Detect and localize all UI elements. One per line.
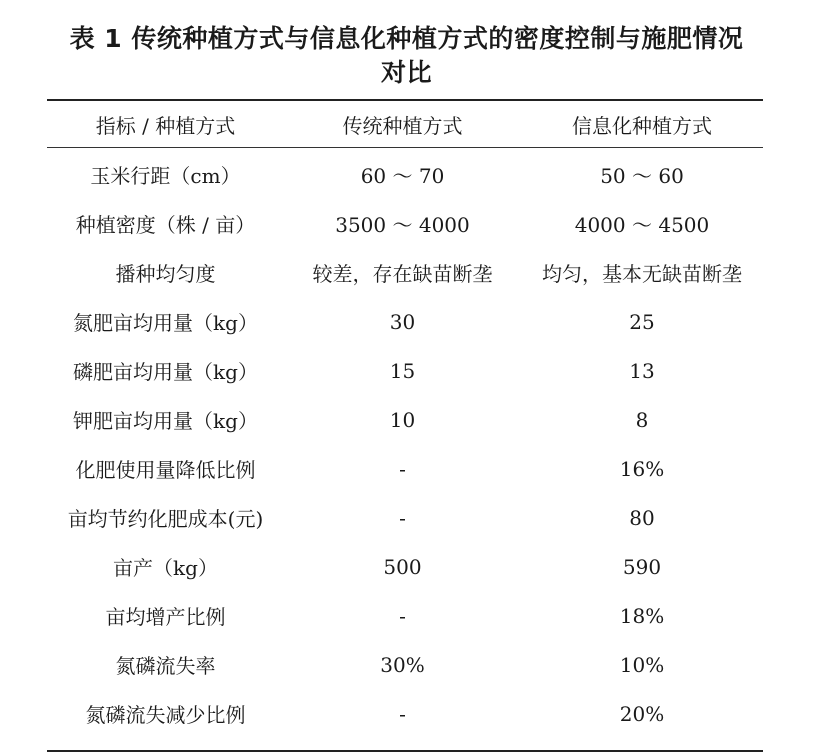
traditional-value: 30 (389, 309, 416, 334)
table-row (47, 346, 763, 395)
comparison-table-container (47, 99, 763, 752)
table-row (47, 297, 763, 346)
table-caption-line-2: 对比 (380, 58, 432, 87)
row-label: 磷肥亩均用量（kg） (73, 360, 258, 384)
informatized-value: 18% (619, 603, 665, 628)
table-caption (0, 22, 813, 90)
header-cell-indicator: 指标 / 种植方式 (95, 113, 236, 138)
row-label: 氮肥亩均用量（kg） (73, 311, 258, 335)
row-label: 播种均匀度 (115, 262, 216, 286)
informatized-value: 均匀，基本无缺苗断垄 (542, 262, 742, 286)
informatized-value: 8 (635, 407, 649, 432)
traditional-value: 500 (383, 554, 422, 579)
traditional-value: - (399, 701, 406, 726)
traditional-value: 较差，存在缺苗断垄 (312, 262, 493, 286)
traditional-value: - (399, 505, 406, 530)
traditional-value: - (399, 456, 406, 481)
row-label: 氮磷流失率 (115, 654, 216, 678)
table-header (47, 101, 763, 147)
table-row (47, 591, 763, 640)
table-caption-line-1: 表 1 传统种植方式与信息化种植方式的密度控制与施肥情况 (69, 24, 744, 53)
traditional-value: 10 (389, 407, 416, 432)
traditional-value: 60 ～ 70 (360, 164, 445, 188)
table-row (47, 444, 763, 493)
informatized-value: 590 (622, 554, 662, 579)
row-label: 种植密度（株 / 亩） (75, 213, 256, 237)
table-row (47, 148, 763, 199)
informatized-value: 10% (619, 652, 665, 677)
informatized-value: 80 (629, 505, 655, 530)
traditional-value: - (399, 603, 406, 628)
row-label: 钾肥亩均用量（kg） (73, 409, 258, 433)
row-label: 玉米行距（cm） (90, 164, 241, 188)
header-cell-traditional: 传统种植方式 (342, 113, 463, 138)
table-row (47, 689, 763, 738)
informatized-value: 4000 ～ 4500 (574, 213, 710, 237)
table-row (47, 248, 763, 297)
table-row (47, 542, 763, 591)
traditional-value: 30% (380, 652, 425, 677)
traditional-value: 3500 ～ 4000 (335, 213, 470, 237)
table-row (47, 640, 763, 689)
comparison-table (47, 101, 763, 147)
informatized-value: 50 ～ 60 (600, 164, 684, 188)
row-label: 亩均增产比例 (105, 605, 226, 629)
informatized-value: 16% (619, 456, 665, 481)
header-cell-informatized: 信息化种植方式 (572, 113, 712, 138)
row-label: 化肥使用量降低比例 (75, 458, 256, 482)
traditional-value: 15 (389, 358, 416, 383)
comparison-table-body (47, 148, 763, 738)
table-row (47, 199, 763, 248)
table-row (47, 493, 763, 542)
row-label: 氮磷流失减少比例 (85, 703, 246, 727)
row-label: 亩产（kg） (113, 556, 218, 580)
row-label: 亩均节约化肥成本(元) (67, 507, 264, 531)
informatized-value: 13 (629, 358, 655, 383)
table-row (47, 395, 763, 444)
header-row (47, 101, 763, 147)
informatized-value: 20% (619, 701, 665, 726)
informatized-value: 25 (629, 309, 655, 334)
